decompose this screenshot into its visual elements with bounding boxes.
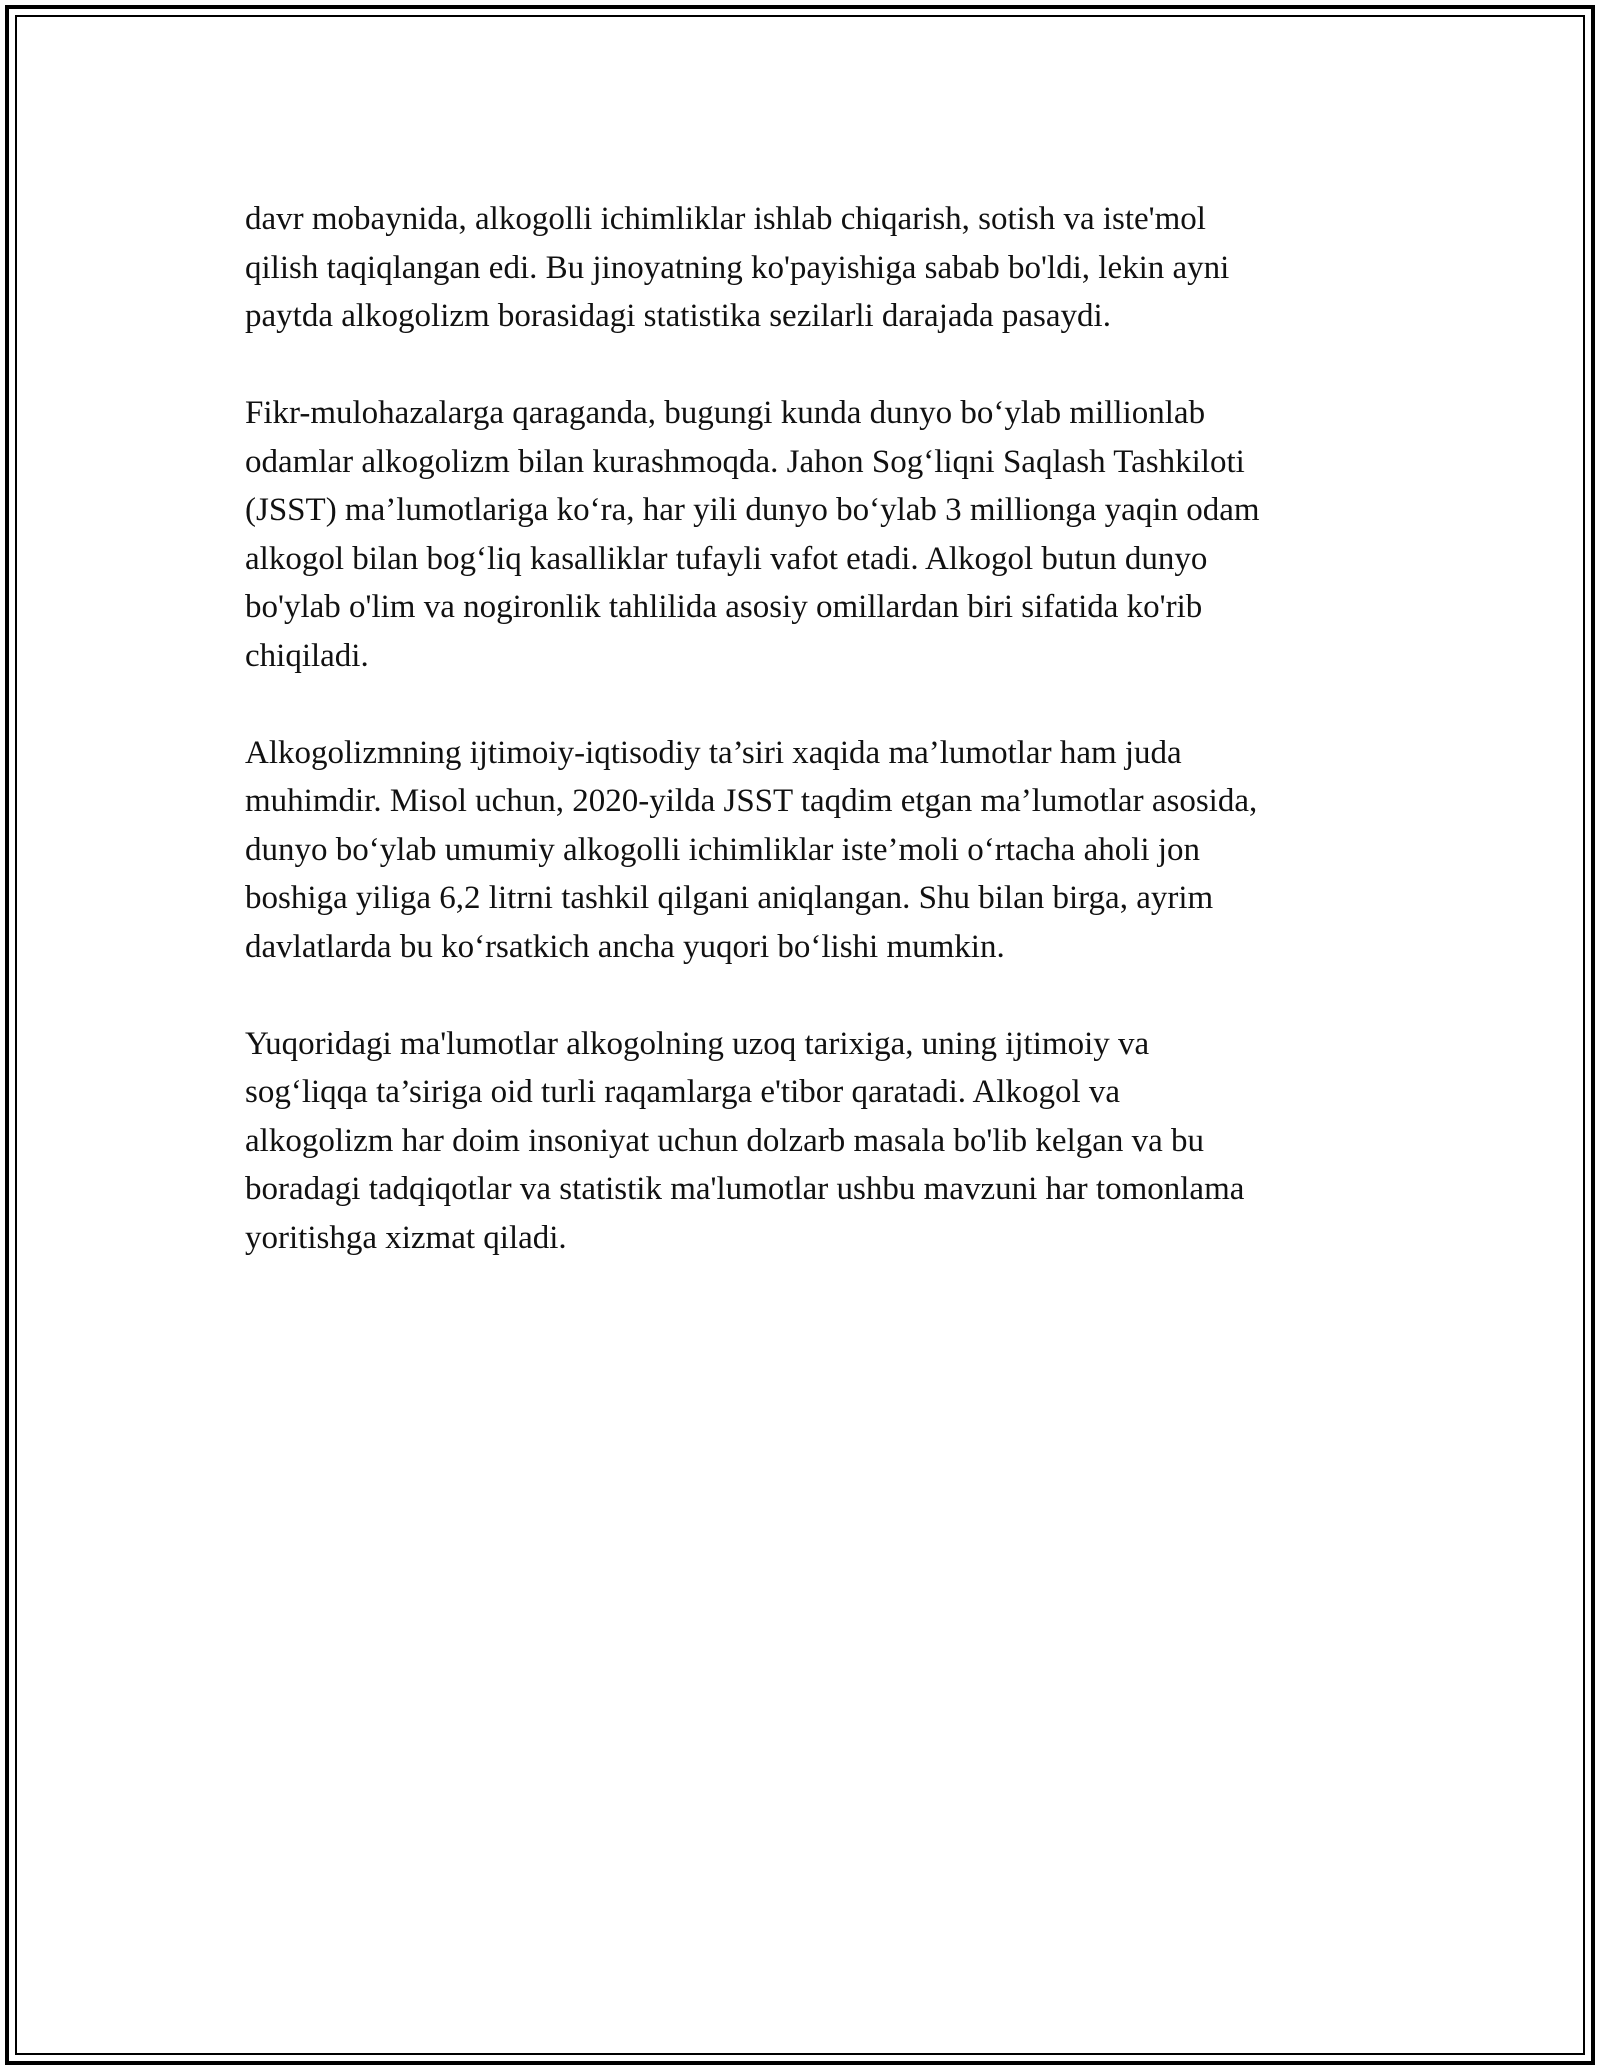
paragraph-socioeconomic-impact: Alkogolizmning ijtimoiy-iqtisodiy ta’siri xaqida ma’lumotlar ham juda muhimdir. Misol uchun, 2020-yilda JSST taqdim etgan ma’lumotlar asosida, dunyo bo‘ylab umumiy alkogolli ichimliklar iste’moli o‘rtacha aholi jon boshiga yiliga 6,2 litrni tashkil qilgani aniqlangan. Shu bilan birga, ayrim davlatlarda bu ko‘rsatkich ancha yuqori bo‘lishi mumkin. — [245, 734, 1258, 965]
paragraph-global-statistics: Fikr-mulohazalarga qaraganda, bugungi kunda dunyo bo‘ylab millionlab odamlar alkogolizm bilan kurashmoqda. Jahon Sog‘liqni Saqlash Tashkiloti (JSST) ma’lumotlariga ko‘ra, har yili dunyo bo‘ylab 3 millionga yaqin odam alkogol bilan bog‘liq kasalliklar tufayli vafot etadi. Alkogol butun dunyo bo'ylab o'lim va nogironlik tahlilida asosiy omillardan biri sifatida ko'rib chiqiladi. — [245, 395, 1260, 674]
document-body — [245, 195, 1385, 1311]
page-frame — [5, 5, 1595, 2065]
paragraph-prohibition: davr mobaynida, alkogolli ichimliklar ishlab chiqarish, sotish va iste'mol qilish taqiqlangan edi. Bu jinoyatning ko'payishiga sabab bo'ldi, lekin ayni paytda alkogolizm borasidagi statistika sezilarli darajada pasaydi. — [245, 201, 1230, 334]
paragraph-conclusion: Yuqoridagi ma'lumotlar alkogolning uzoq tarixiga, uning ijtimoiy va sog‘liqqa ta’siriga oid turli raqamlarga e'tibor qaratadi. Alkogol va alkogolizm har doim insoniyat uchun dolzarb masala bo'lib kelgan va bu boradagi tadqiqotlar va statistik ma'lumotlar ushbu mavzuni har tomonlama yoritishga xizmat qiladi. — [245, 1025, 1245, 1256]
